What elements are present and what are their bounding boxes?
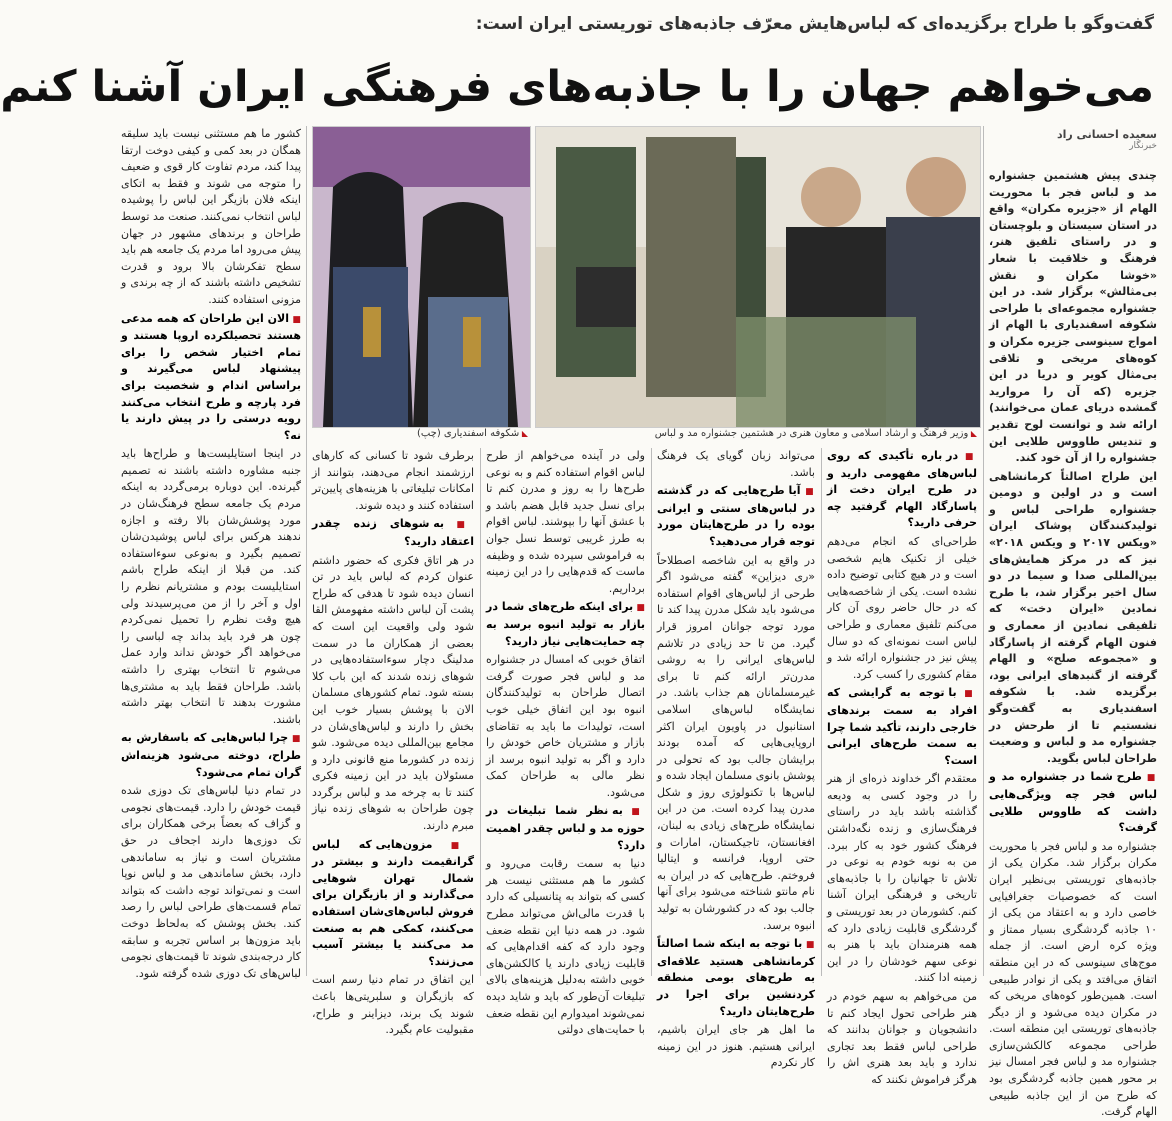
interview-question: ■ با توجه به اینکه شما اصالتاً کرمانشاهی هستید علاقه‌ای به طرح‌های بومی منطقه کردنشین برای اجرا در طرح‌هایتان دارید؟ [657, 936, 815, 1020]
interview-question: ■ چرا لباس‌هایی که باسفارش به طراح، دوخته می‌شود هزینه‌اش گران تمام می‌شود؟ [121, 730, 301, 781]
column-5 [312, 448, 474, 1037]
interview-question: ■ برای اینکه طرح‌های شما در بازار به تولید انبوه برسد به چه حمایت‌هایی نیاز دارید؟ [486, 599, 645, 650]
interview-question: ■ به شوهای زنده چقدر اعتقاد دارید؟ [312, 516, 474, 550]
interview-question: ■ الان این طراحان که همه مدعی هستند تحصیلکرده اروپا هستند و تمام اختیار شخص را برای پیشنهاد لباس می‌گیرند و براساس اندام و شخصیت برای فرد پارچه و طرح انتخاب می‌کنند رویه درستی را در پیش دارند یا نه؟ [121, 311, 301, 445]
interview-question: ■ در باره تأکیدی که روی لباس‌های مفهومی دارید و در طرح ایران دخت از پاسارگاد الهام گرفتید چه حرفی دارید؟ [827, 448, 977, 532]
photo-minister-exhibition-image [536, 127, 980, 427]
paragraph: می‌تواند زبان گویای یک فرهنگ باشد. [657, 449, 815, 479]
photo2-caption: ◣ شکوفه اسفندیاری (چپ) [313, 428, 528, 439]
paragraph: در اینجا استایلیست‌ها و طراح‌ها باید جنبه مشاوره داشته باشند نه تصمیم گیرنده. این دوباره برمی‌گردد به اینکه مردم یک جامعه سطح فرهنگ‌شان در مورد پوشش‌شان بالا رفته و اجازه ندهند هرکس برای لباس پوشیدن‌شان تصمیم بگیرد و به‌نوعی سوءاستفاده کند. من قبلا از اینکه طراح باشم استایلیست بودم و مشتریانم نظرم را اول و آخر را از من می‌پرسیدند ولی هیچ وقت نظرم را تحمیل نمی‌کردم چون هر فرد باید بداند چه لباسی را می‌خواهد اگر خودش نداند وارد عمل می‌شوم تا انتخاب بهتری را داشته باشد. طراحان فقط باید به مشتری‌ها مشورت بدهند تا انتخاب بهتر داشته باشند. [121, 447, 301, 726]
paragraph: چندی پیش هشتمین جشنواره مد و لباس فجر با محوریت الهام از «جزیره مکران» واقع در استان سیستان و بلوچستان و در راستای تلفیق هنر، فرهنگ و خلاقیت با شعار «خوشا مکران و نقش بی‌مثالش» برگزار شد. در این جشنواره مجموعه‌ای با طراحی شکوفه اسفندیاری با الهام از امواج سینوسی جزیره مکران و کوه‌های مریخی و تلاقی بی‌مثال کویر و دریا در این جزیره (که آن را مروارید گمشده دریای عمان می‌خوانند) ارائه شد و توانست لوح تقدیر و تندیس طاووس طلایی این جشنواره را از آن خود کند. [989, 169, 1157, 465]
author-role: خبرنگار [1129, 141, 1157, 151]
interview-question: ■ مزون‌هایی که لباس گرانقیمت دارند و بیشتر در شمال تهران شوهایی می‌گذارند و از بازیگران برای فروش لباس‌های‌شان استفاده می‌کنند، کمکی هم به صنعت مد می‌کنند یا بیشتر آسیب می‌زنند؟ [312, 837, 474, 971]
photo-designer-award [312, 126, 531, 428]
paragraph: در واقع به این شاخصه اصطلاحاً «ری دیزاین» گفته می‌شود اگر طرحی از لباس‌های اقوام استفاده می‌شود باید شکل مدرن پیدا کند تا مورد توجه جوانان امروز قرار گیرد. من تا حد زیادی در تلاشم لباس‌های ایرانی را به روشی مدرن‌تر ارائه کنم تا برای غیرمسلمانان هم جذاب باشد. در نمایشگاه لباس‌های اسلامی استانبول در پاویون ایران اکثر اروپایی‌هایی که آمده بودند برایشان جالب بود که تحولی در پوشش بانوی مسلمان ایجاد شده و لباس‌ها با تکنولوژی روز و شکل مدرن پیدا کرده است. من در این نمایشگاه طرح‌های زیادی به لبنان، افغانستان، تاجیکستان، امارات و حتی اروپا، فرانسه و ایتالیا فروختم. طرح‌هایی که در ایران به نام مانتو شناخته می‌شود برای آنها جالب بود که در کشورشان به تولید انبوه برسد. [657, 553, 815, 932]
paragraph: طراحی‌ای که انجام می‌دهم خیلی از تکنیک هایم شخصی است و در هیچ کتابی توضیح داده نشده است. یکی از شاخصه‌هایی که در حال حاضر روی آن کار می‌کنم تلفیق معماری و طراحی لباس است نمونه‌ای که دو سال پیش نیز در جشنواره ارائه شد و مقام کشوری را کسب کرد. [827, 534, 977, 681]
paragraph: برطرف شود تا کسانی که کارهای ارزشمند انجام می‌دهند، بتوانند از امکانات تبلیغاتی با هزینه‌های پایین‌تر استفاده کنند و دیده شوند. [312, 449, 474, 512]
column-4 [486, 448, 645, 1037]
column-2 [827, 448, 977, 1086]
photo1-caption: ◣ وزیر فرهنگ و ارشاد اسلامی و معاون هنری در هشتمین جشنواره مد و لباس [537, 428, 977, 439]
column-1 [989, 168, 1157, 1119]
paragraph: در تمام دنیا لباس‌های تک دوزی شده قیمت خودش را دارد. قیمت‌های نجومی و گزاف که بعضاً برخی همکاران برای تک دوزی‌ها دارند اجحاف در حق مشتریان است و نیاز به ساماندهی دارد، بخش ساماندهی مد و لباس نوپا است و نمی‌تواند توجه داشت که بتواند تمام قسمت‌های طراحی لباس را رصد کند. بخش پوشش که به‌لحاظ دوخت باید مزون‌ها بر اساس تجربه و سابقه کار درجه‌بندی شوند تا قیمت‌های نجومی لباس‌های تک دوزی شده گرفته شود. [121, 784, 301, 980]
headline: می‌خواهم جهان را با جاذبه‌های فرهنگی ایران آشنا کنم [0, 62, 1154, 112]
paragraph: من می‌خواهم به سهم خودم در هنر طراحی تحول ایجاد کنم تا دانشجویان و جوانان بدانند که طراحی لباس فقط بعد تجاری ندارد و باید بعد هنری اش را هرگز فراموش نکنند که [827, 990, 977, 1086]
interview-question: ■ طرح شما در جشنواره مد و لباس فجر چه ویژگی‌هایی داشت که طاووس طلایی گرفت؟ [989, 769, 1157, 836]
photo-designer-award-image [313, 127, 530, 427]
column-3 [657, 448, 815, 1070]
kicker: گفت‌وگو با طراح برگزیده‌ای که لباس‌هایش معرّف جاذبه‌های توریستی ایران است: [475, 14, 1154, 34]
paragraph: ولی در آینده می‌خواهم از طرح لباس اقوام استفاده کنم و به نوعی طرح‌ها را به روز و مدرن کنم تا برای نسل جدید قابل هضم باشد و با عشق آنها را بپوشند. لباس اقوام به طرز غریبی توسط نسل جوان به فراموشی سپرده شده و وظیفه ماست که قدم‌هایی را در این زمینه برداریم. [486, 449, 645, 595]
paragraph: این اتفاق در تمام دنیا رسم است که بازیگران و سلبریتی‌ها باعث شوند یک برند، دیزاینر و طراح، مقبولیت عام بگیرد. [312, 973, 474, 1037]
column-6 [121, 126, 301, 978]
paragraph: ما اهل هر جای ایران باشیم، ایرانی هستیم. هنوز در این زمینه کار نکردم [657, 1023, 815, 1070]
paragraph: کشور ما هم مستثنی نیست باید سلیقه همگان در بعد کمی و کیفی دوخت ارتقا پیدا کند، مردم تفاوت کار قوی و ضعیف را متوجه می شوند و فقط به اتکای اینکه فلان بازیگر این لباس را پوشیده لباس انتخاب نمی‌کنند. صنعت مد توسط طراحان و برندهای مشهور در جهان پیش می‌رود اما مردم یک جامعه هم باید سطح تفکرشان بالا برود و قدرت تشخیص داشته باشند که از چه برندی و مزونی استفاده کنند. [121, 127, 301, 306]
paragraph: اتفاق خوبی که امسال در جشنواره مد و لباس فجر صورت گرفت اتصال طراحان به تولیدکنندگان انبوه بود این اتفاق خیلی خوب است، تولیدات ما باید به تقاضای بازار و مشتریان خاص خودش را دارد و اگر به تولید انبوه برسد از نظر مالی به طراحان کمک می‌شود. [486, 653, 645, 799]
paragraph: در هر اتاق فکری که حضور داشتم عنوان کردم که لباس باید در تن انسان دیده شود تا هدفی که طراح پشت آن لباس داشته مفهومش القا شود ولی واقعیت این است که بعضی از همکاران ما در سمت مدلینگ دچار سوءاستفاده‌هایی در شوهای زنده شدند که این باب کلا بسته شود. تمام کشورهای مسلمان الان با پوشش بسیار خوب این بخش را دارند و لباس‌های‌شان در مجامع بین‌المللی دیده می‌شود. شو زنده در کشورما منع قانونی دارد و مسئولان باید در این زمینه فکری کنند تا به چرخه مد و لباس برگردد چون طراحان به شوهای زنده نیاز مبرم دارند. [312, 553, 474, 833]
interview-question: ■ آیا طرح‌هایی که در گذشته در لباس‌های سنتی و ایرانی بوده را در طرح‌هایتان مورد توجه قرار می‌دهید؟ [657, 483, 815, 550]
paragraph: معتقدم اگر خداوند ذره‌ای از هنر را در وجود کسی به ودیعه گذاشته باشد باید در راستای فرهنگ‌سازی و زنده نگه‌داشتن فرهنگ کشور خود به کار ببرد. من به نوبه خودم به نوعی در تلاش تا جهانیان را با جاذبه‌های تاریخی و فرهنگی ایران آشنا کنم. کشورمان در بعد توریستی و گردشگری قابلیت زیادی دارد که همه هنرمندان باید با هنر به نوعی سهم خودشان را در این زمینه ادا کنند. [827, 772, 977, 985]
paragraph: این طراح اصالتاً کرمانشاهی است و در اولین و دومین جشنواره طراحی لباس و تولیدکنندگان پوشاک ایران «ویکس ۲۰۱۷ و ویکس ۲۰۱۸» نیز که در مرکز همایش‌های بین‌المللی صدا و سیما در دو سال اخیر برگزار شد، با طرح نمادین «ایران دخت» که تلفیقی نمادین از معماری و فنون الهام گرفته از پاسارگاد و «مجموعه صلح» و الهام گرفته از گنبدهای ایرانی بود، برگزیده شد. با شکوفه اسفندیاری به گفت‌وگو نشستیم تا از طرحش در جشنواره مد و لباس و وضعیت طراحان لباس بگوید. [989, 469, 1157, 765]
paragraph: جشنواره مد و لباس فجر با محوریت مکران برگزار شد. مکران یکی از جاذبه‌های توریستی بی‌نظیر ایران است که خصوصیات جغرافیایی خاصی دارد و به اعتقاد من یکی از ۱۰ جاذبه گردشگری بسیار ممتاز و ویژه کره ارض است. از جمله موج‌های سینوسی که در این منطقه اتفاق می‌افتد و یکی از نوادر طبیعی است. همین‌طور کوه‌های مریخی که در مکران دیده می‌شود و از دیگر جاذبه‌های توریستی این منطقه است. طراحی مجموعه کالکشن‌سازی جشنواره مد و لباس فجر امسال نیز بر محور همین جاذبه گردشگری بود که طرح من از این جاذبه طبیعی الهام گرفت. [989, 839, 1157, 1119]
author-byline [989, 128, 1157, 151]
paragraph: دنیا به سمت رقابت می‌رود و کشور ما هم مستثنی نیست هر کسی که بتواند به پتانسیلی که دارد با قدرت مالی‌اش می‌تواند مطرح شود. در همه دنیا این نقطه ضعف وجود دارد که کفه اقدام‌هایی که قابلیت زیادی دارند یا کالکشن‌های خوبی داشته به‌دلیل هزینه‌های بالای تبلیغات آن‌طور که باید و شاید دیده نمی‌شوند امیدوارم این نقطه ضعف با حمایت‌های دولتی [486, 857, 645, 1037]
photo-minister-exhibition [535, 126, 981, 428]
interview-question: ■ با توجه به گرایشی که افراد به سمت برندهای خارجی دارند، تأکید شما چرا به سمت طرح‌های ایرانی است؟ [827, 685, 977, 769]
author-name: سعیده احسانی راد [1056, 128, 1157, 141]
interview-question: ■ به نظر شما تبلیغات در حوزه مد و لباس چقدر اهمیت دارد؟ [486, 803, 645, 854]
